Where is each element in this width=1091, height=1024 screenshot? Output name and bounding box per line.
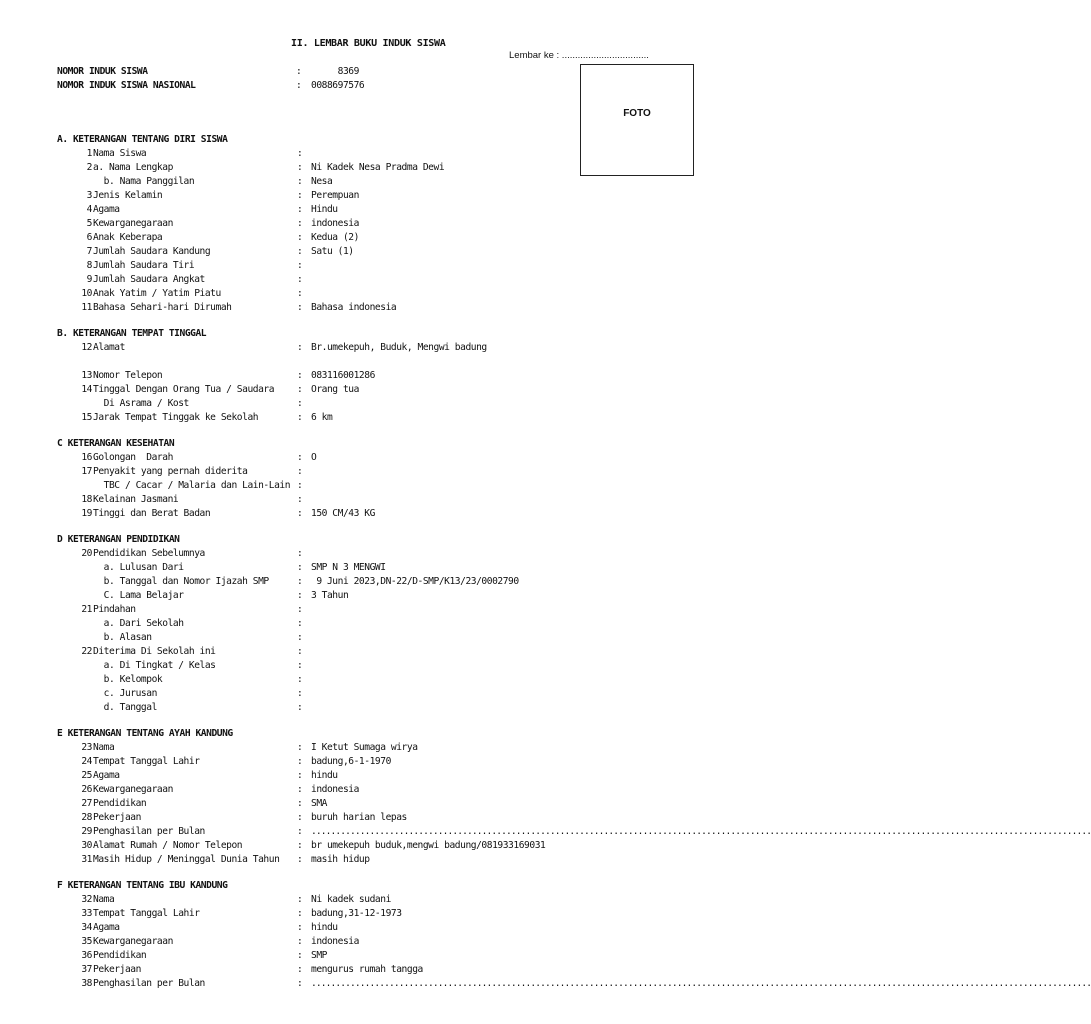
row-number: 27 xyxy=(81,798,92,809)
row-number: 2 xyxy=(86,162,92,173)
row-value: Ni Kadek Nesa Pradma Dewi xyxy=(311,162,445,173)
form-row xyxy=(0,812,768,826)
row-number: 31 xyxy=(81,854,92,865)
row-value: Ni kadek sudani xyxy=(311,894,391,905)
form-row xyxy=(0,162,768,176)
row-label: Pendidikan xyxy=(93,798,147,809)
row-colon: : xyxy=(297,204,303,215)
row-colon: : xyxy=(297,770,303,781)
row-value: indonesia xyxy=(311,784,359,795)
row-label: Kewarganegaraan xyxy=(93,936,173,947)
form-row xyxy=(0,646,768,660)
row-colon: : xyxy=(297,452,303,463)
form-row xyxy=(0,398,768,412)
row-number: 34 xyxy=(81,922,92,933)
photo-label: FOTO xyxy=(623,108,651,119)
row-colon: : xyxy=(297,922,303,933)
row-label: Diterima Di Sekolah ini xyxy=(93,646,216,657)
row-label: Alamat xyxy=(93,342,125,353)
form-sections xyxy=(0,134,1091,1004)
form-row xyxy=(0,936,768,950)
row-colon: : xyxy=(297,646,303,657)
row-number: 25 xyxy=(81,770,92,781)
row-value: indonesia xyxy=(311,218,359,229)
section-title: D KETERANGAN PENDIDIKAN xyxy=(57,534,180,545)
row-value: indonesia xyxy=(311,936,359,947)
section-title: A. KETERANGAN TENTANG DIRI SISWA xyxy=(57,134,228,145)
row-number: 8 xyxy=(86,260,92,271)
document-title: II. LEMBAR BUKU INDUK SISWA xyxy=(291,38,446,49)
nis-row: NOMOR INDUK SISWA : 8369 xyxy=(57,66,359,77)
row-colon: : xyxy=(297,176,303,187)
row-colon: : xyxy=(297,894,303,905)
row-value: badung,6-1-1970 xyxy=(311,756,391,767)
form-row xyxy=(0,246,768,260)
row-number: 19 xyxy=(81,508,92,519)
form-row xyxy=(0,674,768,688)
form-row xyxy=(0,604,768,618)
row-number: 17 xyxy=(81,466,92,477)
row-label: b. Nama Panggilan xyxy=(93,176,195,187)
row-colon: : xyxy=(297,688,303,699)
row-label: a. Nama Lengkap xyxy=(93,162,173,173)
row-number: 13 xyxy=(81,370,92,381)
row-colon: : xyxy=(297,466,303,477)
row-label: Jumlah Saudara Kandung xyxy=(93,246,211,257)
row-number: 21 xyxy=(81,604,92,615)
row-colon: : xyxy=(297,590,303,601)
form-row xyxy=(0,660,768,674)
row-number: 15 xyxy=(81,412,92,423)
row-label: Anak Yatim / Yatim Piatu xyxy=(93,288,221,299)
row-value: Kedua (2) xyxy=(311,232,359,243)
row-value: mengurus rumah tangga xyxy=(311,964,423,975)
form-section xyxy=(0,728,1091,868)
row-colon: : xyxy=(297,936,303,947)
row-label: Nama xyxy=(93,742,115,753)
row-number: 29 xyxy=(81,826,92,837)
row-number: 6 xyxy=(86,232,92,243)
row-label: d. Tanggal xyxy=(93,702,157,713)
row-value: br umekepuh buduk,mengwi badung/081933169031 xyxy=(311,840,546,851)
row-colon: : xyxy=(297,854,303,865)
row-label: Nomor Telepon xyxy=(93,370,163,381)
nisn-label: NOMOR INDUK SISWA NASIONAL xyxy=(57,80,196,91)
row-label: Jenis Kelamin xyxy=(93,190,163,201)
form-row xyxy=(0,590,768,604)
row-value: 6 km xyxy=(311,412,333,423)
form-row xyxy=(0,798,768,812)
row-colon: : xyxy=(297,480,303,491)
form-row xyxy=(0,480,768,494)
form-row xyxy=(0,756,768,770)
row-value: buruh harian lepas xyxy=(311,812,407,823)
nis-label: NOMOR INDUK SISWA xyxy=(57,66,148,77)
row-value: Nesa xyxy=(311,176,333,187)
row-value: SMP N 3 MENGWI xyxy=(311,562,386,573)
row-label: Pekerjaan xyxy=(93,812,141,823)
form-row xyxy=(0,702,768,716)
row-number: 33 xyxy=(81,908,92,919)
row-colon: : xyxy=(297,246,303,257)
row-value: SMA xyxy=(311,798,327,809)
row-colon: : xyxy=(297,812,303,823)
sheet-number-field: Lembar ke : ................................. xyxy=(509,50,649,61)
form-row xyxy=(0,260,768,274)
row-label: b. Kelompok xyxy=(93,674,163,685)
form-row xyxy=(0,452,768,466)
row-label: Masih Hidup / Meninggal Dunia Tahun xyxy=(93,854,280,865)
form-row xyxy=(0,302,768,316)
row-colon: : xyxy=(297,756,303,767)
row-colon: : xyxy=(297,548,303,559)
row-label: Pindahan xyxy=(93,604,136,615)
form-row xyxy=(0,190,768,204)
row-number: 18 xyxy=(81,494,92,505)
row-label: Di Asrama / Kost xyxy=(93,398,189,409)
row-value: Br.umekepuh, Buduk, Mengwi badung xyxy=(311,342,487,353)
row-label: Alamat Rumah / Nomor Telepon xyxy=(93,840,243,851)
form-row xyxy=(0,288,768,302)
row-label: Bahasa Sehari-hari Dirumah xyxy=(93,302,232,313)
row-label: Nama Siswa xyxy=(93,148,147,159)
row-number: 14 xyxy=(81,384,92,395)
form-row xyxy=(0,342,768,370)
row-value: 083116001286 xyxy=(311,370,375,381)
row-value: hindu xyxy=(311,922,338,933)
row-colon: : xyxy=(297,384,303,395)
row-value: Hindu xyxy=(311,204,338,215)
form-row xyxy=(0,562,768,576)
row-colon: : xyxy=(297,604,303,615)
row-label: Agama xyxy=(93,922,120,933)
nis-value: 8369 xyxy=(311,66,359,77)
form-row xyxy=(0,922,768,936)
row-colon: : xyxy=(297,274,303,285)
row-number: 38 xyxy=(81,978,92,989)
row-number: 10 xyxy=(81,288,92,299)
row-label: Agama xyxy=(93,770,120,781)
row-label: Tinggal Dengan Orang Tua / Saudara xyxy=(93,384,275,395)
row-colon: : xyxy=(297,412,303,423)
row-colon: : xyxy=(297,232,303,243)
form-row xyxy=(0,854,768,868)
row-value: hindu xyxy=(311,770,338,781)
form-row xyxy=(0,548,768,562)
row-value: Orang tua xyxy=(311,384,359,395)
row-colon: : xyxy=(297,218,303,229)
row-label: Agama xyxy=(93,204,120,215)
form-section xyxy=(0,328,768,426)
row-colon: : xyxy=(297,702,303,713)
section-title: B. KETERANGAN TEMPAT TINGGAL xyxy=(57,328,207,339)
row-label: Kewarganegaraan xyxy=(93,784,173,795)
row-number: 5 xyxy=(86,218,92,229)
form-row xyxy=(0,384,768,398)
row-label: b. Alasan xyxy=(93,632,152,643)
nisn-row: NOMOR INDUK SISWA NASIONAL : 0088697576 xyxy=(57,80,365,91)
form-row xyxy=(0,176,768,190)
row-number: 4 xyxy=(86,204,92,215)
row-number: 35 xyxy=(81,936,92,947)
form-row xyxy=(0,508,768,522)
form-row xyxy=(0,274,768,288)
row-label: a. Lulusan Dari xyxy=(93,562,184,573)
form-section xyxy=(0,438,768,522)
form-row xyxy=(0,688,768,702)
student-id-block xyxy=(57,66,577,94)
row-number: 37 xyxy=(81,964,92,975)
row-number: 7 xyxy=(86,246,92,257)
section-title: E KETERANGAN TENTANG AYAH KANDUNG xyxy=(57,728,233,739)
form-row xyxy=(0,148,768,162)
row-label: Penyakit yang pernah diderita xyxy=(93,466,248,477)
row-colon: : xyxy=(297,978,303,989)
row-colon: : xyxy=(297,190,303,201)
row-number: 23 xyxy=(81,742,92,753)
row-number: 28 xyxy=(81,812,92,823)
row-number: 36 xyxy=(81,950,92,961)
form-row xyxy=(0,742,768,756)
row-label: b. Tanggal dan Nomor Ijazah SMP xyxy=(93,576,269,587)
row-number: 24 xyxy=(81,756,92,767)
form-row xyxy=(0,894,768,908)
row-label: Jarak Tempat Tinggak ke Sekolah xyxy=(93,412,259,423)
row-value: masih hidup xyxy=(311,854,370,865)
form-row xyxy=(0,632,768,646)
form-row xyxy=(0,466,768,480)
form-row xyxy=(0,978,1091,992)
row-value: badung,31-12-1973 xyxy=(311,908,402,919)
row-colon: : xyxy=(297,908,303,919)
form-section xyxy=(0,880,1091,992)
row-number: 20 xyxy=(81,548,92,559)
row-colon: : xyxy=(297,674,303,685)
row-number: 1 xyxy=(86,148,92,159)
row-colon: : xyxy=(297,826,303,837)
form-row xyxy=(0,412,768,426)
form-row xyxy=(0,950,768,964)
row-label: Kewarganegaraan xyxy=(93,218,173,229)
row-number: 22 xyxy=(81,646,92,657)
row-colon: : xyxy=(297,148,303,159)
row-colon: : xyxy=(297,260,303,271)
row-colon: : xyxy=(297,576,303,587)
row-colon: : xyxy=(297,562,303,573)
row-colon: : xyxy=(297,632,303,643)
form-row xyxy=(0,618,768,632)
row-colon: : xyxy=(297,508,303,519)
row-colon: : xyxy=(297,798,303,809)
form-section xyxy=(0,534,768,716)
nisn-value: 0088697576 xyxy=(311,80,365,91)
row-colon: : xyxy=(297,302,303,313)
row-number: 26 xyxy=(81,784,92,795)
row-colon: : xyxy=(297,288,303,299)
form-row xyxy=(0,784,768,798)
row-label: Kelainan Jasmani xyxy=(93,494,179,505)
row-label: Nama xyxy=(93,894,115,905)
row-colon: : xyxy=(297,494,303,505)
section-title: F KETERANGAN TENTANG IBU KANDUNG xyxy=(57,880,228,891)
row-number: 11 xyxy=(81,302,92,313)
row-label: Penghasilan per Bulan xyxy=(93,826,205,837)
section-title: C KETERANGAN KESEHATAN xyxy=(57,438,175,449)
row-number: 32 xyxy=(81,894,92,905)
row-label: Golongan Darah xyxy=(93,452,173,463)
row-colon: : xyxy=(297,370,303,381)
row-value: 9 Juni 2023,DN-22/D-SMP/K13/23/0002790 xyxy=(311,576,519,587)
row-label: Jumlah Saudara Angkat xyxy=(93,274,205,285)
row-colon: : xyxy=(297,784,303,795)
row-colon: : xyxy=(297,162,303,173)
form-row xyxy=(0,770,768,784)
row-colon: : xyxy=(297,398,303,409)
row-colon: : xyxy=(297,660,303,671)
row-value: 3 Tahun xyxy=(311,590,349,601)
row-label: Pendidikan Sebelumnya xyxy=(93,548,205,559)
row-colon: : xyxy=(297,950,303,961)
form-row xyxy=(0,908,768,922)
row-colon: : xyxy=(297,964,303,975)
row-value: Bahasa indonesia xyxy=(311,302,397,313)
row-label: TBC / Cacar / Malaria dan Lain-Lain xyxy=(93,480,291,491)
row-label: a. Dari Sekolah xyxy=(93,618,184,629)
row-value: I Ketut Sumaga wirya xyxy=(311,742,418,753)
row-colon: : xyxy=(297,618,303,629)
row-number: 16 xyxy=(81,452,92,463)
blank-dotted-line: ................................................................................................................................................................ xyxy=(311,978,1091,989)
row-label: Anak Keberapa xyxy=(93,232,163,243)
form-row xyxy=(0,840,768,854)
form-row xyxy=(0,494,768,508)
row-colon: : xyxy=(297,742,303,753)
row-value: 150 CM/43 KG xyxy=(311,508,375,519)
row-value: Perempuan xyxy=(311,190,359,201)
row-value: O xyxy=(311,452,317,463)
row-colon: : xyxy=(297,840,303,851)
form-row xyxy=(0,826,1091,840)
row-label: Jumlah Saudara Tiri xyxy=(93,260,195,271)
form-row xyxy=(0,964,768,978)
row-label: Pendidikan xyxy=(93,950,147,961)
form-section xyxy=(0,134,768,316)
row-number: 30 xyxy=(81,840,92,851)
row-label: a. Di Tingkat / Kelas xyxy=(93,660,216,671)
row-value: SMP xyxy=(311,950,327,961)
row-label: Tempat Tanggal Lahir xyxy=(93,908,200,919)
form-row xyxy=(0,576,768,590)
row-colon: : xyxy=(297,342,303,353)
row-number: 9 xyxy=(86,274,92,285)
row-value: Satu (1) xyxy=(311,246,354,257)
row-label: Tempat Tanggal Lahir xyxy=(93,756,200,767)
row-label: Pekerjaan xyxy=(93,964,141,975)
row-number: 12 xyxy=(81,342,92,353)
row-number: 3 xyxy=(86,190,92,201)
form-row xyxy=(0,370,768,384)
row-label: Tinggi dan Berat Badan xyxy=(93,508,211,519)
row-label: c. Jurusan xyxy=(93,688,157,699)
row-label: C. Lama Belajar xyxy=(93,590,184,601)
row-label: Penghasilan per Bulan xyxy=(93,978,205,989)
form-row xyxy=(0,204,768,218)
form-row xyxy=(0,232,768,246)
form-row xyxy=(0,218,768,232)
blank-dotted-line: ................................................................................................................................................................ xyxy=(311,826,1091,837)
